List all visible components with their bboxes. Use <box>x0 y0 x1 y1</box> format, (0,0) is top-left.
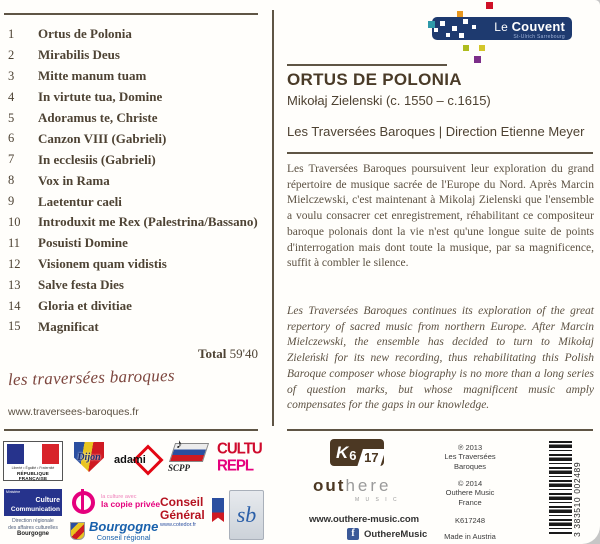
credits-line: Les Traversées Baroques | Direction Etienne Meyer <box>287 124 585 139</box>
drac-bourgogne-text <box>0 518 66 538</box>
adami-wordmark: adami <box>114 454 146 466</box>
dijon-logo <box>71 442 107 476</box>
facebook-handle: OuthereMusic <box>364 528 428 540</box>
credits-bottom-rule <box>287 152 593 154</box>
ministere-label: Ministère <box>6 490 21 494</box>
k617-17: 17 <box>363 449 379 465</box>
outhere-logo <box>313 477 413 503</box>
english-description: Les Traversées Baroques continues its exploration of the great repertory of sacred music from northern Europe. After Marcin Mielczewski, the ensemble has decided to turn to Mikołaj Zieleński for its new recording, thus rehabilitating this Polish Baroque composer whose biography is no more than a long series of question marks, but whose magnificent music amply compensates for the gaps in our knowledge. <box>287 305 594 412</box>
track-number: 10 <box>8 214 21 229</box>
track-row <box>8 191 266 212</box>
republique-francaise-box <box>3 441 63 481</box>
track-title: Introduxit me Rex (Palestrina/Bassano) <box>38 214 258 230</box>
track-number: 4 <box>8 89 15 104</box>
track-number: 12 <box>8 256 21 271</box>
track-title: In virtute tua, Domine <box>38 89 163 105</box>
conseil-url: www.cotedor.fr <box>160 522 197 528</box>
mosaic-square <box>459 33 464 38</box>
column-divider <box>272 10 274 426</box>
music-note-icon: ♪ <box>176 436 183 451</box>
total-time: 59'40 <box>229 346 258 361</box>
drac-line3: Bourgogne <box>17 531 49 537</box>
track-title: In ecclesiis (Gabrieli) <box>38 151 156 167</box>
k617-wedge <box>357 449 384 467</box>
bourgogne-text <box>89 520 158 542</box>
outhere-website: www.outhere-music.com <box>309 514 419 525</box>
track-number: 14 <box>8 298 21 313</box>
le-couvent-logo <box>426 2 596 66</box>
track-number: 6 <box>8 131 15 146</box>
mosaic-square <box>434 28 438 32</box>
barcode-number: 3 383510 002489 <box>572 461 582 537</box>
title-top-rule <box>287 64 447 66</box>
track-title: Magnificat <box>38 318 99 334</box>
track-title: Mirabilis Deus <box>38 47 120 63</box>
dijon-wordmark: Dijon <box>77 452 101 463</box>
track-row <box>8 275 266 296</box>
album-title: ORTUS DE POLONIA <box>287 70 462 89</box>
culture-pl-line2: REPL <box>217 456 254 475</box>
track-row <box>8 87 266 108</box>
conseil-line2: Général <box>160 507 205 522</box>
track-number: 3 <box>8 68 15 83</box>
track-row <box>8 296 266 317</box>
c-year: © 2014 <box>457 479 483 488</box>
total-label: Total <box>197 346 227 361</box>
p-year: ℗ 2013 <box>457 443 483 452</box>
composer-line: Mikołaj Zielenski (c. 1550 – c.1615) <box>287 93 491 108</box>
bourgogne-logo <box>70 518 190 544</box>
track-title: Ortus de Polonia <box>38 26 132 42</box>
track-row <box>8 170 266 191</box>
total-duration <box>8 346 258 362</box>
bourgogne-subtitle: Conseil régional <box>96 533 151 543</box>
ensemble-website: www.traversees-baroques.fr <box>8 406 139 418</box>
accent-square-green <box>463 45 469 51</box>
track-row <box>8 24 266 45</box>
outhere-wordmark-light: here <box>345 476 392 495</box>
copie-privee-icon-bar <box>81 489 84 513</box>
le-couvent-box <box>432 17 572 40</box>
track-title: Visionem quam vidistis <box>38 256 167 272</box>
adami-logo <box>114 446 162 476</box>
track-number: 8 <box>8 173 15 188</box>
track-row <box>8 108 266 129</box>
le-couvent-subtitle: St-Ulrich Sarrebourg <box>513 34 565 40</box>
track-row <box>8 233 266 254</box>
track-row <box>8 45 266 66</box>
copyright-rights <box>424 479 516 507</box>
mosaic-square <box>472 25 476 29</box>
mosaic-square <box>440 21 445 26</box>
copie-privee-line1: la culture avec <box>101 493 137 500</box>
phonogram-rights <box>424 443 516 471</box>
french-description: Les Traversées Baroques poursuivent leur exploration du grand répertoire de musique sacrée de l'Europe du Nord. Après Marcin Mielczewski, c'est maintenant à Mikolaj Zielenski que l'ensemble a voulu consacrer cet enregistrement, réhabilitant ce compositeur baroque polonais dont la vie n'est qu'une longue suite de points d'interrogation mais dont toute la musique, par sa magnificence, suffit à combler le silence. <box>287 163 594 270</box>
culture-pl-logo <box>217 441 267 479</box>
scpp-wordmark: SCPP <box>168 463 191 473</box>
track-number: 7 <box>8 152 15 167</box>
mosaic-square <box>446 33 450 37</box>
outhere-music-label: M U S I C <box>355 497 400 503</box>
republique-motto: Liberté • Égalité • Fraternité <box>11 466 55 470</box>
track-number: 2 <box>8 47 15 62</box>
sb-logo <box>229 490 264 540</box>
track-number: 5 <box>8 110 15 125</box>
copie-privee-icon <box>72 491 95 514</box>
facebook-icon: f <box>347 528 359 540</box>
culture-pl-line1: CULTU <box>217 440 262 458</box>
track-number: 1 <box>8 26 15 41</box>
ensemble-signature: les traversées baroques <box>7 365 176 390</box>
track-title: Canzon VIII (Gabrieli) <box>38 130 167 146</box>
made-in: Made in Austria <box>444 532 496 541</box>
track-number: 13 <box>8 277 21 292</box>
tracklist <box>8 24 266 337</box>
bourgogne-wordmark: Bourgogne <box>89 519 159 535</box>
k617-logo <box>330 439 384 466</box>
track-title: Vox in Rama <box>38 172 110 188</box>
track-title: Mitte manum tuam <box>38 68 147 84</box>
accent-square-red <box>486 2 493 9</box>
track-row <box>8 66 266 87</box>
ministere-culture-logo <box>4 489 62 516</box>
sb-wordmark: sb <box>236 502 257 527</box>
track-row <box>8 254 266 275</box>
barcode <box>549 441 572 534</box>
c-owner1: Outhere Music <box>445 488 495 498</box>
mosaic-square <box>463 19 468 24</box>
drac-line2: des affaires culturelles <box>8 524 58 531</box>
track-title: Gloria et divitiae <box>38 298 132 314</box>
scpp-logo <box>168 436 208 475</box>
mosaic-square <box>452 26 457 31</box>
track-row <box>8 212 266 233</box>
accent-square-teal <box>428 21 435 28</box>
c-owner2: France <box>458 497 482 507</box>
le-couvent-wordmark <box>494 20 565 40</box>
ministere-culture: Culture <box>35 497 60 504</box>
right-bottom-rule <box>287 429 593 431</box>
tracklist-bottom-rule <box>4 429 258 431</box>
copie-privee-text <box>101 494 160 510</box>
french-flag-icon <box>7 444 59 464</box>
k617-6: 6 <box>349 448 357 463</box>
p-owner1: Les Traversées <box>444 452 496 462</box>
accent-square-purple <box>474 56 481 63</box>
facebook-row <box>347 528 427 540</box>
conseil-line1: Conseil <box>160 495 204 509</box>
le-couvent-name: Couvent <box>511 19 565 34</box>
k617-k: K <box>336 442 349 462</box>
track-row <box>8 316 266 337</box>
tracklist-top-rule <box>4 13 258 15</box>
republique-name: RÉPUBLIQUE FRANÇAISE <box>16 471 50 481</box>
track-title: Laetentur caeli <box>38 193 122 209</box>
ministere-communication: Communication <box>10 506 60 513</box>
copie-privee-line2: la copie privée <box>101 499 161 510</box>
track-title: Adoramus te, Christe <box>38 110 158 125</box>
track-row <box>8 149 266 170</box>
bourgogne-shield-icon <box>70 522 85 540</box>
outhere-wordmark-bold: out <box>313 476 346 495</box>
track-row <box>8 128 266 149</box>
track-number: 9 <box>8 194 15 209</box>
p-owner2: Baroques <box>453 461 487 471</box>
track-number: 11 <box>8 235 21 250</box>
drac-line1: Direction régionale <box>12 518 54 524</box>
accent-square-yellow <box>479 45 485 51</box>
catalog-number: K617248 <box>454 516 486 525</box>
scpp-flag-icon <box>169 443 209 462</box>
le-couvent-prefix: Le <box>494 20 509 34</box>
accent-square-orange <box>457 11 463 17</box>
track-title: Posuisti Domine <box>38 235 128 251</box>
track-number: 15 <box>8 319 21 334</box>
track-title: Salve festa Dies <box>38 277 124 293</box>
republique-francaise-logo <box>3 441 65 481</box>
